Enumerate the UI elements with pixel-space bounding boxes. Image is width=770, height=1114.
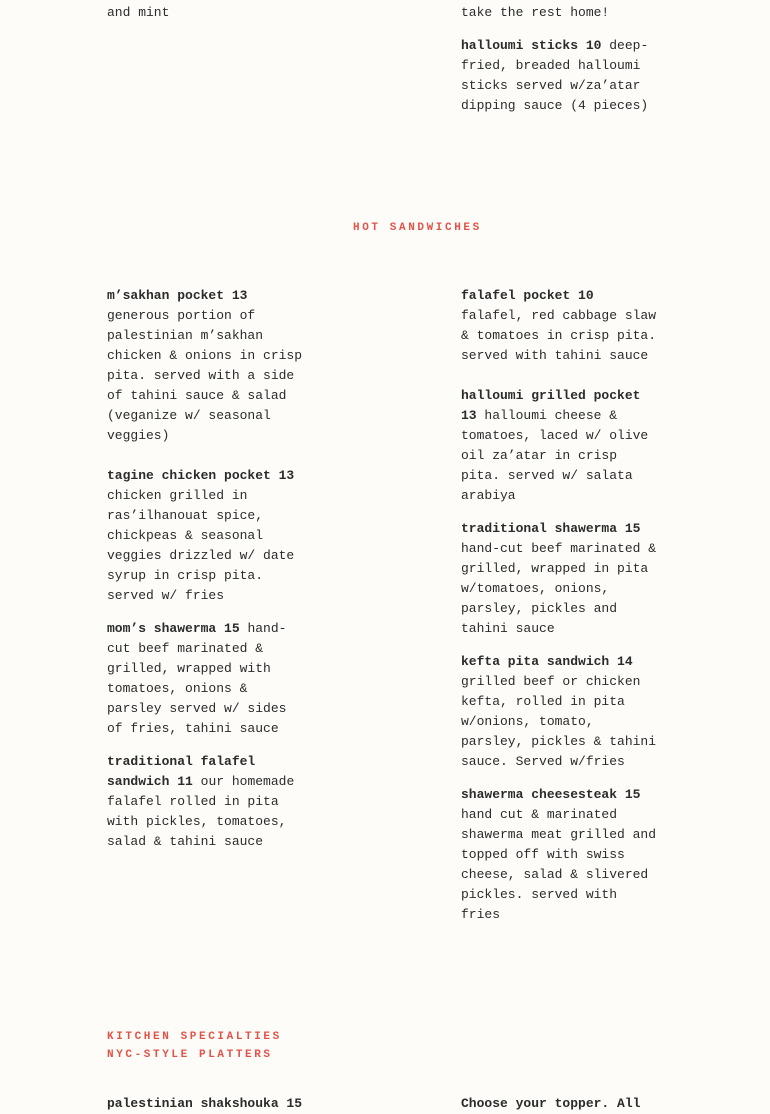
previous-item-tail: take the rest home! xyxy=(461,5,610,20)
menu-item xyxy=(461,286,659,366)
item-name: m’sakhan pocket 13 xyxy=(107,288,248,303)
section-subtitle-line: NYC-STYLE PLATTERS xyxy=(107,1049,273,1061)
item-description: deep-fried, breaded halloumi sticks served w/za’atar dipping sauce (4 pieces) xyxy=(461,38,649,113)
item-description: grilled beef or chicken kefta, rolled in pita w/onions, tomato, parsley, pickles & tahini sauce. Served w/fries xyxy=(461,674,657,769)
menu-item xyxy=(461,519,659,639)
platter-intro xyxy=(461,1094,640,1114)
menu-item xyxy=(461,785,659,925)
menu-item xyxy=(107,286,305,446)
item-description: hand-cut beef marinated & grilled, wrapped with tomatoes, onions & parsley served w/ sides of fries, tahini sauce xyxy=(107,621,287,736)
item-description: generous portion of palestinian m’sakhan chicken & onions in crisp pita. served with a side of tahini sauce & salad (veganize w/ seasonal veggies) xyxy=(107,308,303,443)
item-description: falafel, red cabbage slaw & tomatoes in crisp pita. served with tahini sauce xyxy=(461,308,657,363)
section-title-hot-sandwiches: HOT SANDWICHES xyxy=(353,222,482,234)
item-description: hand-cut beef marinated & grilled, wrapped in pita w/tomatoes, onions, parsley, pickles and tahini sauce xyxy=(461,541,657,636)
menu-item xyxy=(461,386,659,506)
item-description: chicken grilled in ras’ilhanouat spice, chickpeas & seasonal veggies drizzled w/ date syrup in crisp pita. served w/ fries xyxy=(107,488,295,603)
menu-item xyxy=(107,619,305,739)
item-description: our homemade falafel rolled in pita with pickles, tomatoes, salad & tahini sauce xyxy=(107,774,295,849)
item-name: Choose your topper. All xyxy=(461,1096,641,1111)
item-name: halloumi grilled pocket 13 xyxy=(461,388,641,423)
previous-item-tail: and mint xyxy=(107,5,170,20)
item-name: kefta pita sandwich 14 xyxy=(461,654,633,669)
item-name: mom’s shawerma 15 xyxy=(107,621,240,636)
item-description: hand cut & marinated shawerma meat grilled and topped off with swiss cheese, salad & slivered pickles. served with fries xyxy=(461,807,657,922)
menu-item xyxy=(107,466,305,606)
item-name: halloumi sticks 10 xyxy=(461,38,602,53)
menu-item xyxy=(461,652,659,772)
section-title-line: KITCHEN SPECIALTIES xyxy=(107,1031,282,1043)
item-description: halloumi cheese & tomatoes, laced w/ olive oil za’atar in crisp pita. served w/ salata arabiya xyxy=(461,408,649,503)
menu-item-halloumi-sticks xyxy=(461,36,659,116)
menu-item xyxy=(107,752,305,852)
section-title-kitchen-specialties xyxy=(107,1028,282,1064)
item-name: tagine chicken pocket 13 xyxy=(107,468,295,483)
item-name: shawerma cheesesteak 15 xyxy=(461,787,641,802)
item-name: palestinian shakshouka 15 xyxy=(107,1096,303,1111)
item-name: traditional falafel sandwich 11 xyxy=(107,754,256,789)
item-name: traditional shawerma 15 xyxy=(461,521,641,536)
menu-item-shakshouka xyxy=(107,1094,302,1114)
item-name: falafel pocket 10 xyxy=(461,288,594,303)
